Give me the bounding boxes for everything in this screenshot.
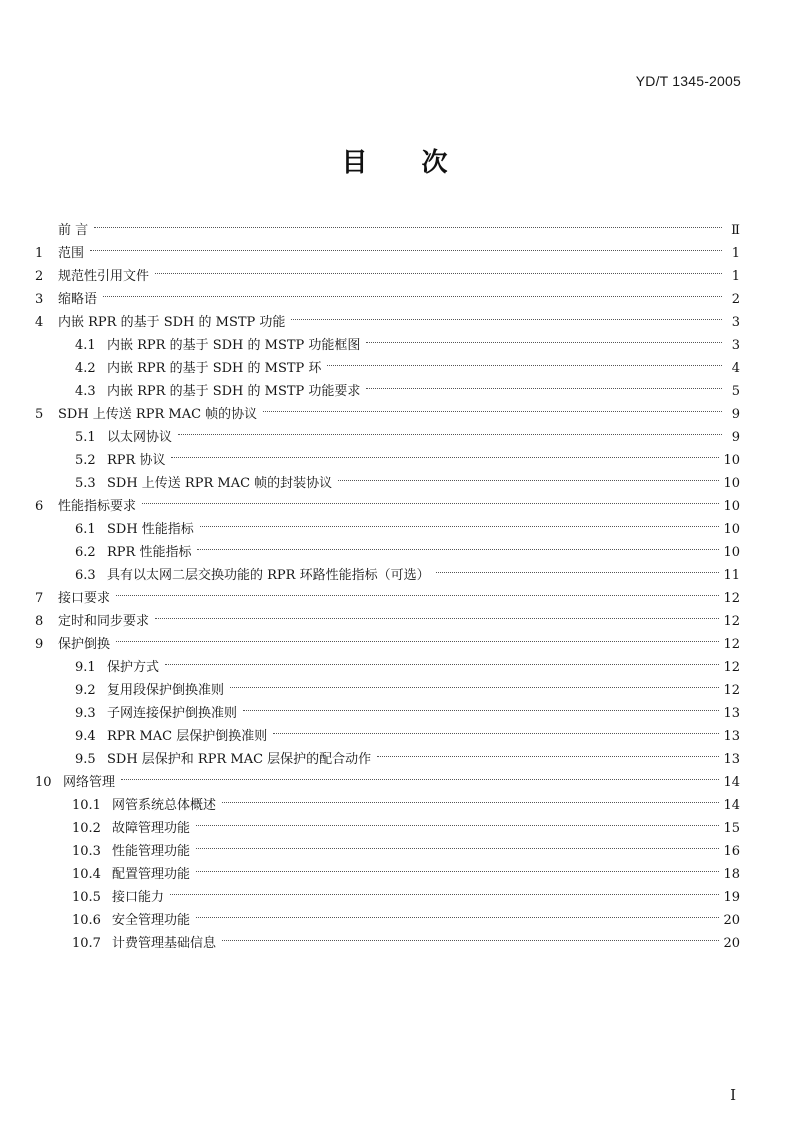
toc-entry-title: 以太网协议 <box>107 430 173 445</box>
toc-entry-page: 11 <box>723 568 740 583</box>
toc-entry-page: 10 <box>723 545 740 560</box>
toc-entry-number: 10.4 <box>72 867 101 882</box>
toc-entry <box>35 487 740 514</box>
toc-entry-title: 保护倒换 <box>58 637 111 652</box>
toc-entry-title: RPR 性能指标 <box>107 545 192 560</box>
toc-leader-dots <box>114 625 721 648</box>
toc-entry-page: 18 <box>723 867 740 882</box>
toc-entry-title: 内嵌 RPR 的基于 SDH 的 MSTP 环 <box>107 361 322 376</box>
toc-entry-page: 14 <box>723 798 740 813</box>
toc-entry-page: 12 <box>723 614 740 629</box>
toc-leader-dots <box>194 832 721 855</box>
toc-entry-title: 内嵌 RPR 的基于 SDH 的 MSTP 功能要求 <box>107 384 361 399</box>
toc-entry-page: 9 <box>731 430 740 445</box>
toc-entry-title: SDH 性能指标 <box>107 522 194 537</box>
toc-entry-title: 范围 <box>58 246 85 261</box>
toc-leader-dots <box>220 924 721 947</box>
toc-entry-number: 10.1 <box>72 798 101 813</box>
toc-entry <box>35 786 740 813</box>
toc-entry <box>35 648 740 675</box>
toc-entry-page: 13 <box>723 706 740 721</box>
toc-leader-dots <box>228 671 721 694</box>
toc-entry-number: 6.2 <box>75 545 96 560</box>
toc-entry <box>35 763 740 790</box>
toc-entry-page: 3 <box>731 338 740 353</box>
toc-leader-dots <box>364 326 724 349</box>
toc-entry-number: 2 <box>35 269 44 284</box>
toc-leader-dots <box>169 441 721 464</box>
toc-leader-dots <box>114 579 721 602</box>
toc-entry-number: 4.3 <box>75 384 96 399</box>
toc-entry <box>35 257 740 284</box>
toc-entry-title: SDH 上传送 RPR MAC 帧的封装协议 <box>107 476 333 491</box>
toc-leader-dots <box>241 694 721 717</box>
page-number: I <box>730 1086 736 1104</box>
toc-entry-number: 9 <box>35 637 44 652</box>
toc-entry <box>35 579 740 606</box>
toc-leader-dots <box>375 740 721 763</box>
toc-leader-dots <box>168 878 721 901</box>
toc-leader-dots <box>153 602 721 625</box>
toc-entry-title: 规范性引用文件 <box>58 269 150 284</box>
toc-entry-page: 13 <box>723 752 740 767</box>
toc-leader-dots <box>198 510 722 533</box>
toc-entry-title: 安全管理功能 <box>112 913 191 928</box>
toc-entry-page: 1 <box>731 269 740 284</box>
toc-entry-page: 10 <box>723 522 740 537</box>
toc-leader-dots <box>176 418 724 441</box>
toc-entry-title: 具有以太网二层交换功能的 RPR 环路性能指标（可选） <box>107 568 430 583</box>
toc-leader-dots <box>364 372 724 395</box>
toc-entry-page: 9 <box>731 407 740 422</box>
toc-entry <box>35 510 740 537</box>
toc-leader-dots <box>271 717 721 740</box>
toc-entry-title: 网管系统总体概述 <box>112 798 217 813</box>
toc-entry-number: 6 <box>35 499 44 514</box>
toc-entry-page: 12 <box>723 637 740 652</box>
toc-entry-number: 9.4 <box>75 729 96 744</box>
toc-entry-page: 20 <box>723 913 740 928</box>
toc-entry-number: 10 <box>35 775 52 790</box>
toc-entry-page: 12 <box>723 683 740 698</box>
toc-entry-page: 16 <box>723 844 740 859</box>
toc-entry-title: 缩略语 <box>58 292 98 307</box>
toc-leader-dots <box>195 533 721 556</box>
toc-entry-number: 1 <box>35 246 44 261</box>
toc-entry <box>35 234 740 261</box>
toc-leader-dots <box>434 556 722 579</box>
toc-entry-number: 10.2 <box>72 821 101 836</box>
toc-entry-title: 复用段保护倒换准则 <box>107 683 225 698</box>
toc-entry-page: 10 <box>723 453 740 468</box>
toc-entry-title: 性能指标要求 <box>58 499 137 514</box>
toc-entry-number: 10.3 <box>72 844 101 859</box>
toc-leader-dots <box>325 349 724 372</box>
toc-entry-number: 5.1 <box>75 430 96 445</box>
toc-entry-number: 4 <box>35 315 44 330</box>
toc-leader-dots <box>336 464 721 487</box>
toc-leader-dots <box>88 234 724 257</box>
toc-entry-number: 8 <box>35 614 44 629</box>
toc-entry-number: 7 <box>35 591 44 606</box>
toc-entry-number: 4.2 <box>75 361 96 376</box>
toc-entry-page: 1 <box>731 246 740 261</box>
toc-leader-dots <box>119 763 721 786</box>
toc-entry-number: 9.3 <box>75 706 96 721</box>
toc-leader-dots <box>220 786 721 809</box>
toc-entry <box>35 303 740 330</box>
toc-entry-title: 网络管理 <box>63 775 116 790</box>
toc-entry-number: 9.1 <box>75 660 96 675</box>
toc-entry-page: Ⅱ <box>731 223 740 238</box>
toc-entry-number: 9.2 <box>75 683 96 698</box>
toc-entry-number: 10.7 <box>72 936 101 951</box>
toc-entry <box>35 280 740 307</box>
toc-entry-page: 10 <box>723 476 740 491</box>
toc-entry-page: 5 <box>731 384 740 399</box>
toc-entry-number: 4.1 <box>75 338 96 353</box>
toc-entry-page: 19 <box>723 890 740 905</box>
toc-entry-title: 前 言 <box>58 223 89 238</box>
toc-entry-number: 10.5 <box>72 890 101 905</box>
toc-entry-page: 14 <box>723 775 740 790</box>
toc-leader-dots <box>194 809 721 832</box>
toc-entry-number: 5.2 <box>75 453 96 468</box>
toc-leader-dots <box>163 648 721 671</box>
toc-entry-title: 计费管理基础信息 <box>112 936 217 951</box>
table-of-contents <box>35 211 740 951</box>
toc-entry-number: 5.3 <box>75 476 96 491</box>
toc-entry-title: SDH 层保护和 RPR MAC 层保护的配合动作 <box>107 752 372 767</box>
toc-leader-dots <box>153 257 724 280</box>
toc-entry-page: 4 <box>731 361 740 376</box>
toc-entry-number: 6.3 <box>75 568 96 583</box>
toc-entry-page: 10 <box>723 499 740 514</box>
toc-entry-page: 12 <box>723 660 740 675</box>
toc-leader-dots <box>194 855 721 878</box>
page-title <box>0 142 791 179</box>
page-title-char-2: 次 <box>421 148 450 178</box>
toc-entry-number: 6.1 <box>75 522 96 537</box>
toc-entry-title: RPR 协议 <box>107 453 166 468</box>
toc-entry-number: 5 <box>35 407 44 422</box>
toc-leader-dots <box>289 303 724 326</box>
toc-entry-title: 子网连接保护倒换准则 <box>107 706 238 721</box>
toc-entry-title: 内嵌 RPR 的基于 SDH 的 MSTP 功能 <box>58 315 286 330</box>
toc-entry <box>35 602 740 629</box>
toc-leader-dots <box>261 395 724 418</box>
toc-entry-number: 10.6 <box>72 913 101 928</box>
toc-entry-title: SDH 上传送 RPR MAC 帧的协议 <box>58 407 258 422</box>
toc-leader-dots <box>92 211 724 234</box>
toc-entry-page: 20 <box>723 936 740 951</box>
toc-entry-title: 配置管理功能 <box>112 867 191 882</box>
toc-leader-dots <box>194 901 721 924</box>
toc-entry-number: 9.5 <box>75 752 96 767</box>
toc-entry-title: 内嵌 RPR 的基于 SDH 的 MSTP 功能框图 <box>107 338 361 353</box>
toc-leader-dots <box>101 280 724 303</box>
toc-entry-title: 故障管理功能 <box>112 821 191 836</box>
standard-code: YD/T 1345-2005 <box>635 73 741 89</box>
toc-entry-title: RPR MAC 层保护倒换准则 <box>107 729 268 744</box>
toc-entry-title: 定时和同步要求 <box>58 614 150 629</box>
toc-entry-page: 3 <box>731 315 740 330</box>
toc-entry <box>35 211 740 238</box>
toc-entry-title: 性能管理功能 <box>112 844 191 859</box>
toc-leader-dots <box>140 487 721 510</box>
toc-entry-page: 12 <box>723 591 740 606</box>
page-title-char-1: 目 <box>341 148 370 178</box>
toc-entry-number: 3 <box>35 292 44 307</box>
toc-entry-page: 13 <box>723 729 740 744</box>
toc-entry-page: 2 <box>731 292 740 307</box>
toc-entry <box>35 625 740 652</box>
toc-entry-title: 接口要求 <box>58 591 111 606</box>
toc-entry-title: 保护方式 <box>107 660 160 675</box>
toc-entry-page: 15 <box>723 821 740 836</box>
toc-entry-title: 接口能力 <box>112 890 165 905</box>
